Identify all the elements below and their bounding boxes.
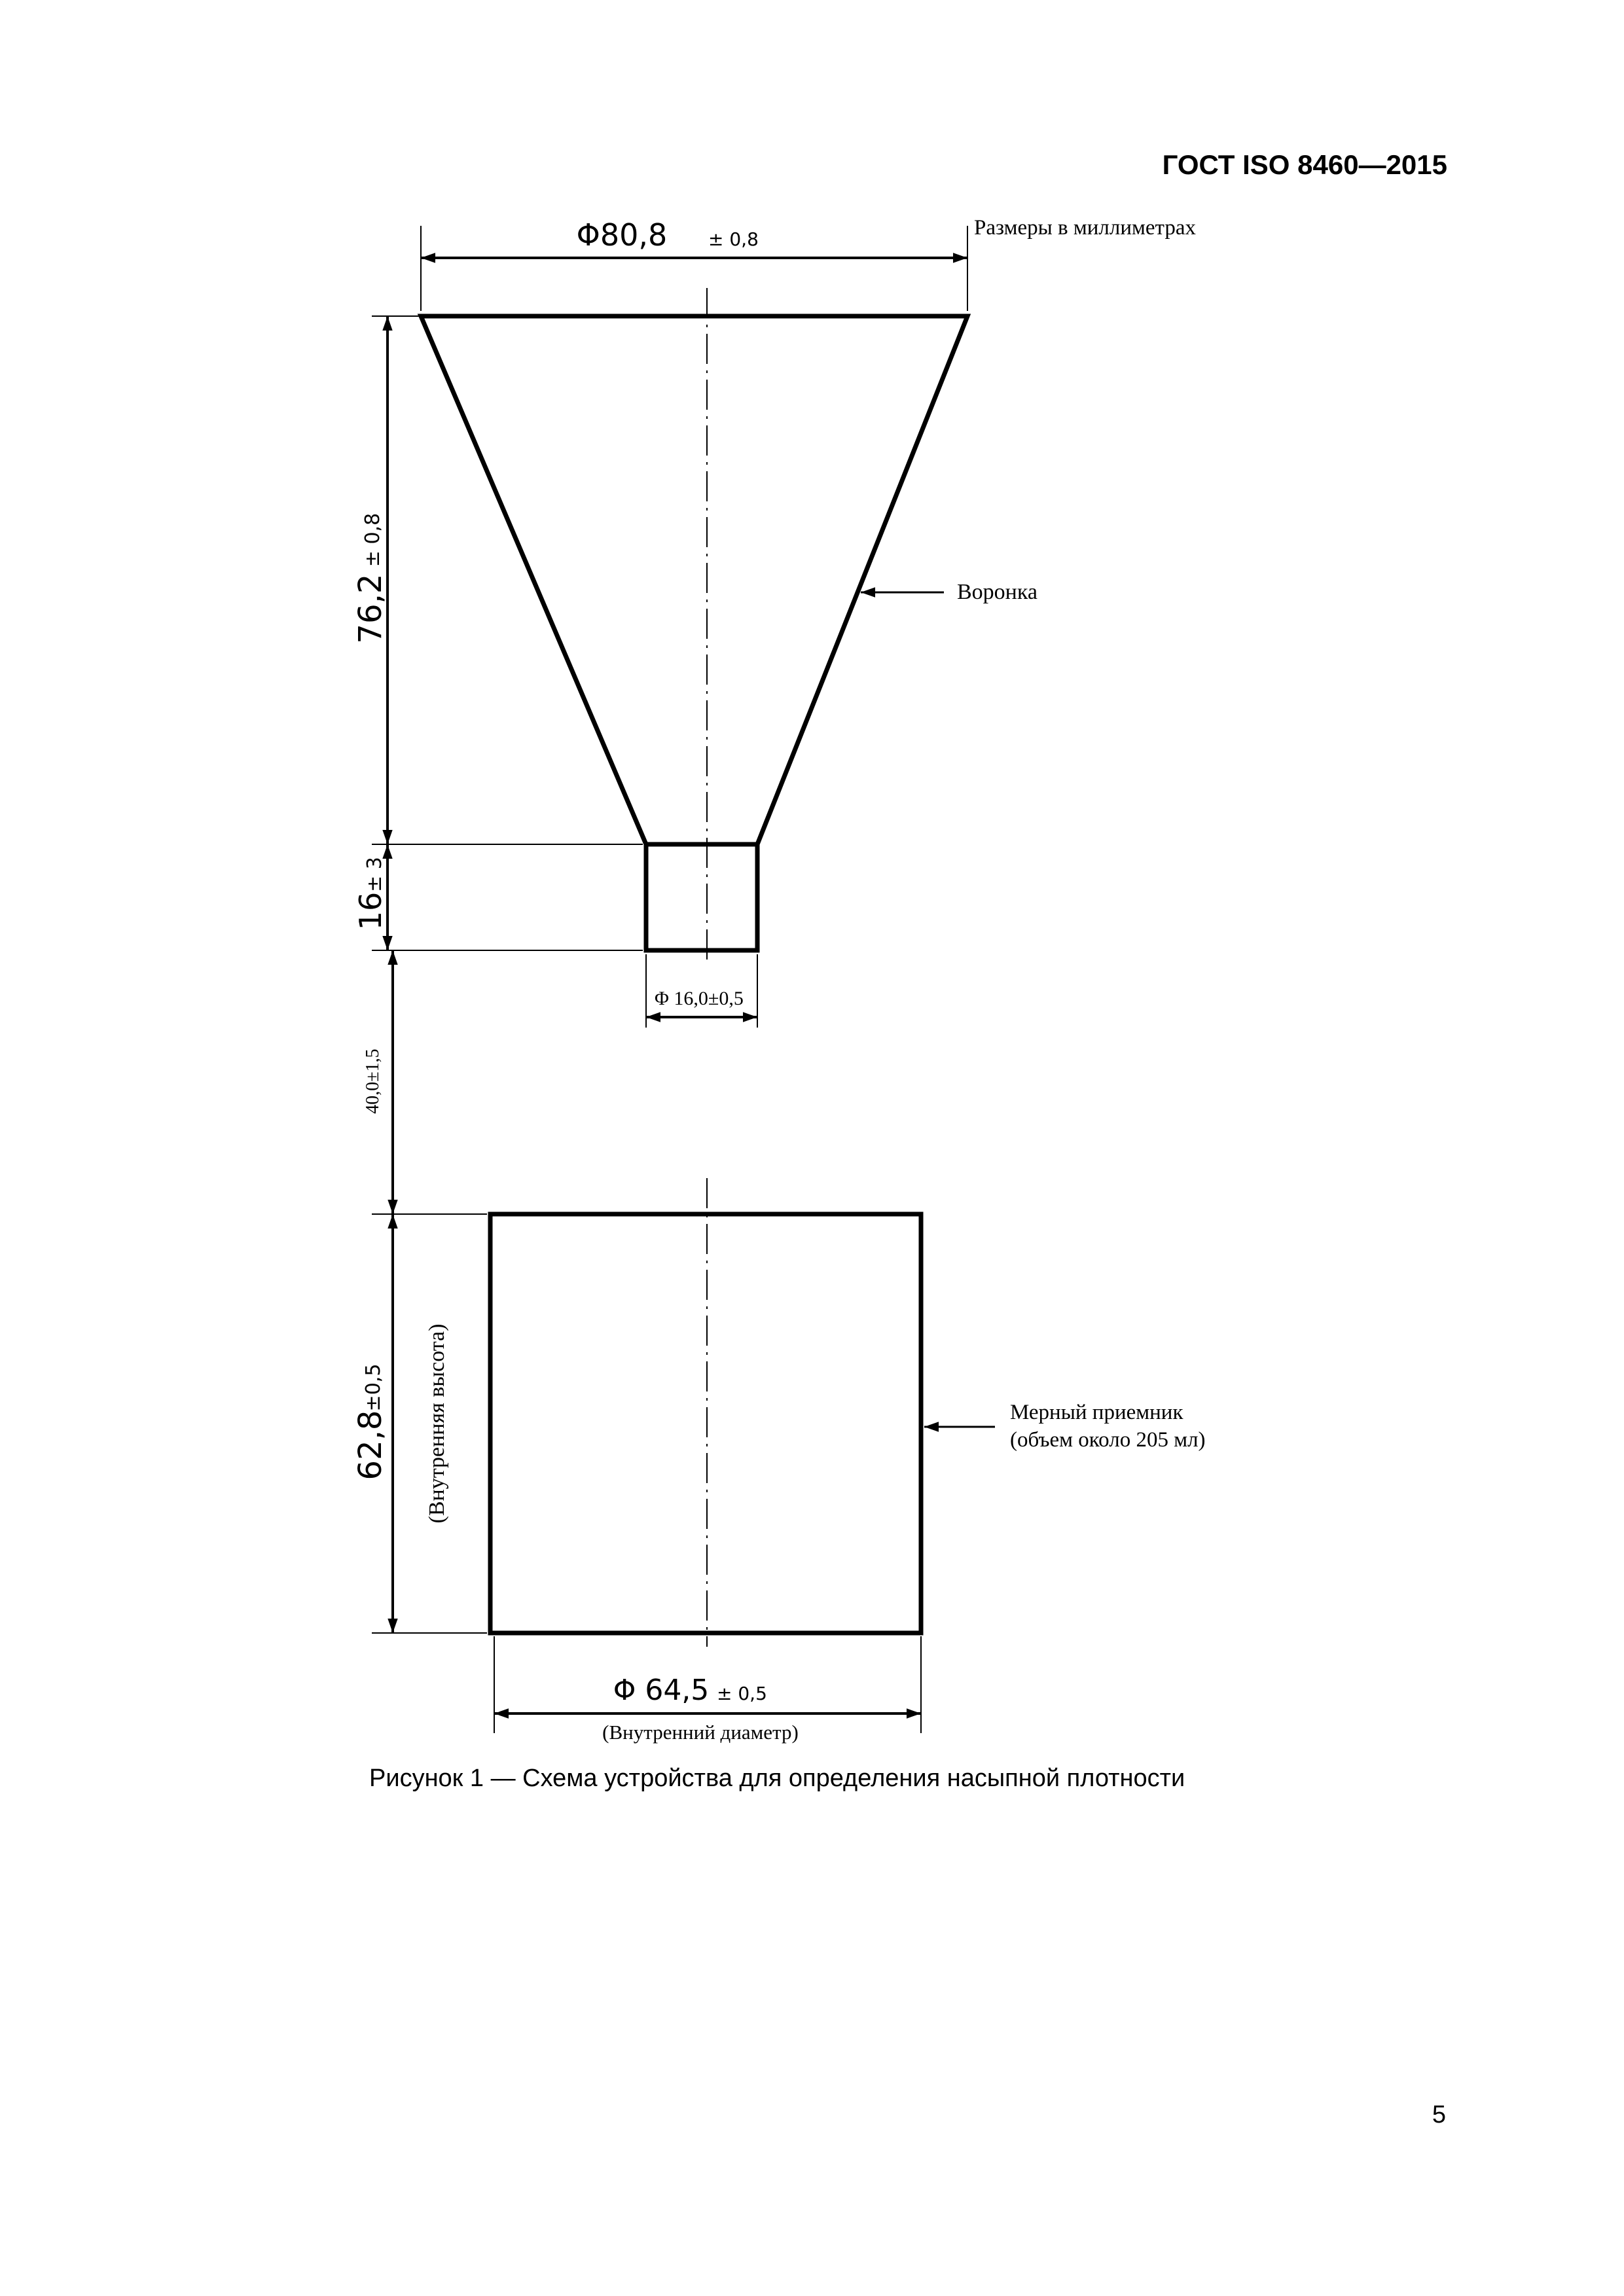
funnel-label: Воронка [957, 580, 1038, 604]
spout-height-tolerance: ± 3 [363, 857, 386, 892]
receiver-diameter-value: Φ 64,5 [613, 1674, 710, 1707]
funnel-height-value: 76,2 [352, 573, 389, 644]
receiver-diameter-tolerance: ± 0,5 [717, 1683, 767, 1704]
funnel-outline [421, 316, 967, 844]
receiver-height-value: 62,8 [352, 1410, 389, 1480]
receiver-diameter-note: (Внутренний диаметр) [602, 1721, 799, 1744]
funnel-height-tolerance: ± 0,8 [361, 512, 384, 567]
dimension-note: Размеры в миллиметрах [974, 216, 1196, 240]
dimension-lines [388, 258, 967, 1713]
page-number: 5 [1432, 2101, 1446, 2128]
document-header: ГОСТ ISO 8460—2015 [1162, 149, 1447, 180]
receiver-height-tolerance: ±0,5 [362, 1363, 385, 1412]
top-diameter-tolerance: ± 0,8 [708, 228, 759, 250]
spout-diameter-value: Φ 16,0±0,5 [655, 988, 744, 1009]
measuring-receiver [490, 1214, 921, 1633]
receiver-label-line1: Мерный приемник [1010, 1401, 1183, 1424]
funnel-spout [646, 844, 757, 950]
figure-caption: Рисунок 1 — Схема устройства для определения насыпной плотности [369, 1765, 1185, 1792]
receiver-label-line2: (объем около 205 мл) [1010, 1428, 1206, 1452]
top-diameter-value: Φ80,8 [576, 217, 668, 253]
extension-lines [372, 226, 967, 1733]
spout-height-value: 16 [353, 891, 388, 931]
receiver-height-note: (Внутренняя высота) [425, 1323, 449, 1524]
gap-height-value: 40,0±1,5 [363, 1049, 383, 1114]
